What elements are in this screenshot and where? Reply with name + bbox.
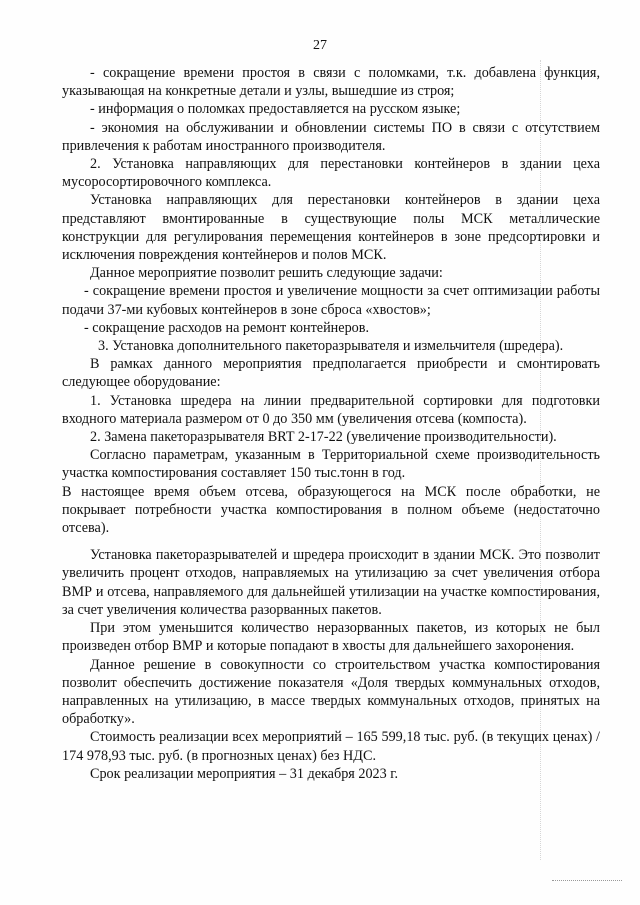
paragraph: Данное мероприятие позволит решить следующие задачи: (90, 265, 443, 282)
paragraph: Установка направляющих для перестановки контейнеров в здании цеха представляют вмонтированные в существующие полы МСК металлические конструкции для регулирования перемещения контейнеров в зоне предсортировки и исключения повреждения контейнеров и полов МСК. (62, 192, 600, 264)
scan-edge-marks (552, 880, 622, 887)
document-body (62, 64, 600, 783)
paragraph: Согласно параметрам, указанным в Территориальной схеме производительность участка компостирования составляет 150 тыс.тонн в год. (62, 447, 600, 482)
paragraph: - информация о поломках предоставляется на русском языке; (90, 101, 461, 118)
paragraph: В рамках данного мероприятия предполагается приобрести и смонтировать следующее оборудование: (62, 356, 600, 391)
paragraph: Данное решение в совокупности со строительством участка компостирования позволит обеспечить достижение показателя «Доля твердых коммунальных отходов, направленных на утилизацию, в массе твердых коммунальных отходов, принятых на обработку». (62, 656, 600, 728)
paragraph: При этом уменьшится количество неразорванных пакетов, из которых не был произведен отбор ВМР и которые попадают в хвосты для дальнейшего захоронения. (62, 620, 600, 655)
paragraph: - сокращение расходов на ремонт контейнеров. (84, 319, 370, 336)
paragraph: - сокращение времени простоя в связи с поломками, т.к. добавлена функция, указывающая на конкретные детали и узлы, вышедшие из строя; (62, 65, 600, 100)
paragraph: Установка пакеторазрывателей и шредера происходит в здании МСК. Это позволит увеличить процент отходов, направляемых на утилизацию за счет увеличения отбора ВМР и отсева, направляемого для дальнейшей утилизации на участке компостирования, за счет увеличения количества разорванных пакетов. (62, 547, 600, 618)
page-number: 27 (313, 38, 327, 53)
paragraph: Стоимость реализации всех мероприятий – 165 599,18 тыс. руб. (в текущих ценах) / 174 978,93 тыс. руб. (в прогнозных ценах) без НДС. (62, 729, 600, 764)
paragraph: В настоящее время объем отсева, образующегося на МСК после обработки, не покрывает потребности участка компостирования в полном объеме (недостаточно отсева). (62, 483, 600, 537)
paragraph: 2. Замена пакеторазрывателя BRT 2-17-22 (увеличение производительности). (90, 429, 557, 446)
section-heading: 3. Установка дополнительного пакеторазрывателя и измельчителя (шредера). (98, 338, 564, 355)
paragraph: 1. Установка шредера на линии предварительной сортировки для подготовки входного материала размером от 0 до 350 мм (увеличения отсева (компоста). (62, 392, 600, 427)
paragraph: - экономия на обслуживании и обновлении системы ПО в связи с отсутствием привлечения к работам иностранного производителя. (62, 119, 600, 154)
section-heading: 2. Установка направляющих для перестановки контейнеров в здании цеха мусоросортировочного комплекса. (62, 156, 600, 191)
paragraph: Срок реализации мероприятия – 31 декабря 2023 г. (90, 765, 399, 782)
paragraph: - сокращение времени простоя и увеличение мощности за счет оптимизации работы подачи 37-ми кубовых контейнеров в зоне сброса «хвостов»; (62, 283, 600, 318)
